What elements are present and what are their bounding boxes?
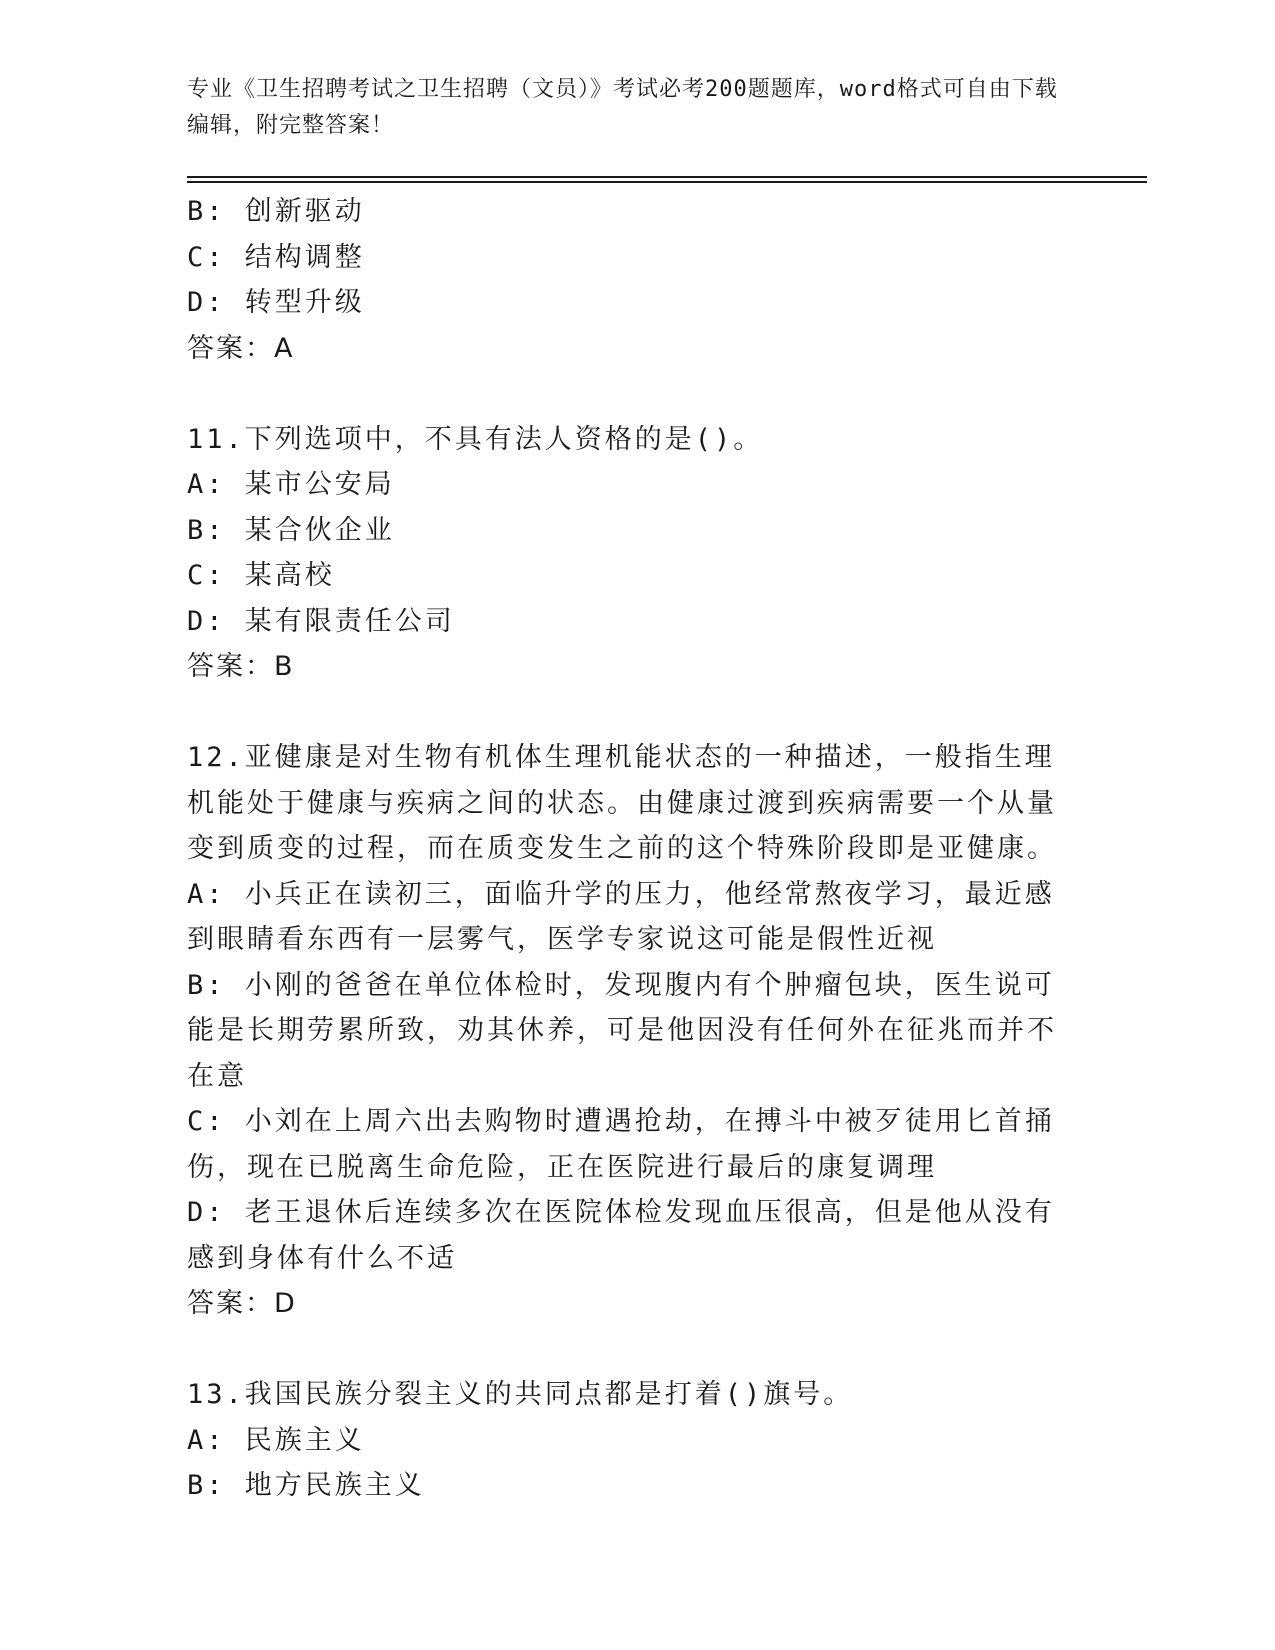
option-b: B: 创新驱动 <box>187 196 365 227</box>
question-text: 12.亚健康是对生物有机体生理机能状态的一种描述，一般指生理机能处于健康与疾病之间的状态。由健康过渡到疾病需要一个从量变到质变的过程，而在质变发生之前的这个特殊阶段即是亚健康。 <box>187 742 1057 864</box>
option-a: A: 民族主义 <box>187 1424 365 1456</box>
question-block-10 <box>187 189 1067 371</box>
question-block-13 <box>187 1372 1067 1509</box>
spacer <box>187 371 1067 417</box>
option-a: A: 某市公安局 <box>187 469 395 500</box>
question-content <box>187 189 1067 1509</box>
answer: 答案：B <box>187 651 295 682</box>
spacer <box>187 690 1067 736</box>
question-text: 11.下列选项中，不具有法人资格的是()。 <box>187 423 764 455</box>
question-block-12 <box>187 735 1067 1327</box>
option-c: C: 某高校 <box>187 560 335 591</box>
question-text: 13.我国民族分裂主义的共同点都是打着()旗号。 <box>187 1379 854 1410</box>
answer: 答案：D <box>187 1288 297 1319</box>
document-header: 专业《卫生招聘考试之卫生招聘（文员）》考试必考200题题库，word格式可自由下载编辑，附完整答案！ <box>187 77 1058 138</box>
option-d: D: 某有限责任公司 <box>187 605 455 637</box>
option-b: B: 某合伙企业 <box>187 514 395 546</box>
option-b: B: 地方民族主义 <box>187 1470 425 1501</box>
option-d: D: 老王退休后连续多次在医院体检发现血压很高，但是他从没有感到身体有什么不适 <box>187 1197 1055 1274</box>
answer: 答案：A <box>187 332 295 364</box>
option-c: C: 结构调整 <box>187 241 365 273</box>
question-block-11 <box>187 417 1067 690</box>
spacer <box>187 1327 1067 1373</box>
header-rule-top <box>187 176 1147 178</box>
option-c: C: 小刘在上周六出去购物时遭遇抢劫，在搏斗中被歹徒用匕首捅伤，现在已脱离生命危险，正在医院进行最后的康复调理 <box>187 1106 1055 1183</box>
header-rule-bottom <box>187 181 1147 183</box>
option-b: B: 小刚的爸爸在单位体检时，发现腹内有个肿瘤包块，医生说可能是长期劳累所致，劝其休养，可是他因没有任何外在征兆而并不在意 <box>187 969 1057 1092</box>
option-d: D: 转型升级 <box>187 287 365 318</box>
option-a: A: 小兵正在读初三，面临升学的压力，他经常熬夜学习，最近感到眼睛看东西有一层雾气，医学专家说这可能是假性近视 <box>187 878 1055 955</box>
